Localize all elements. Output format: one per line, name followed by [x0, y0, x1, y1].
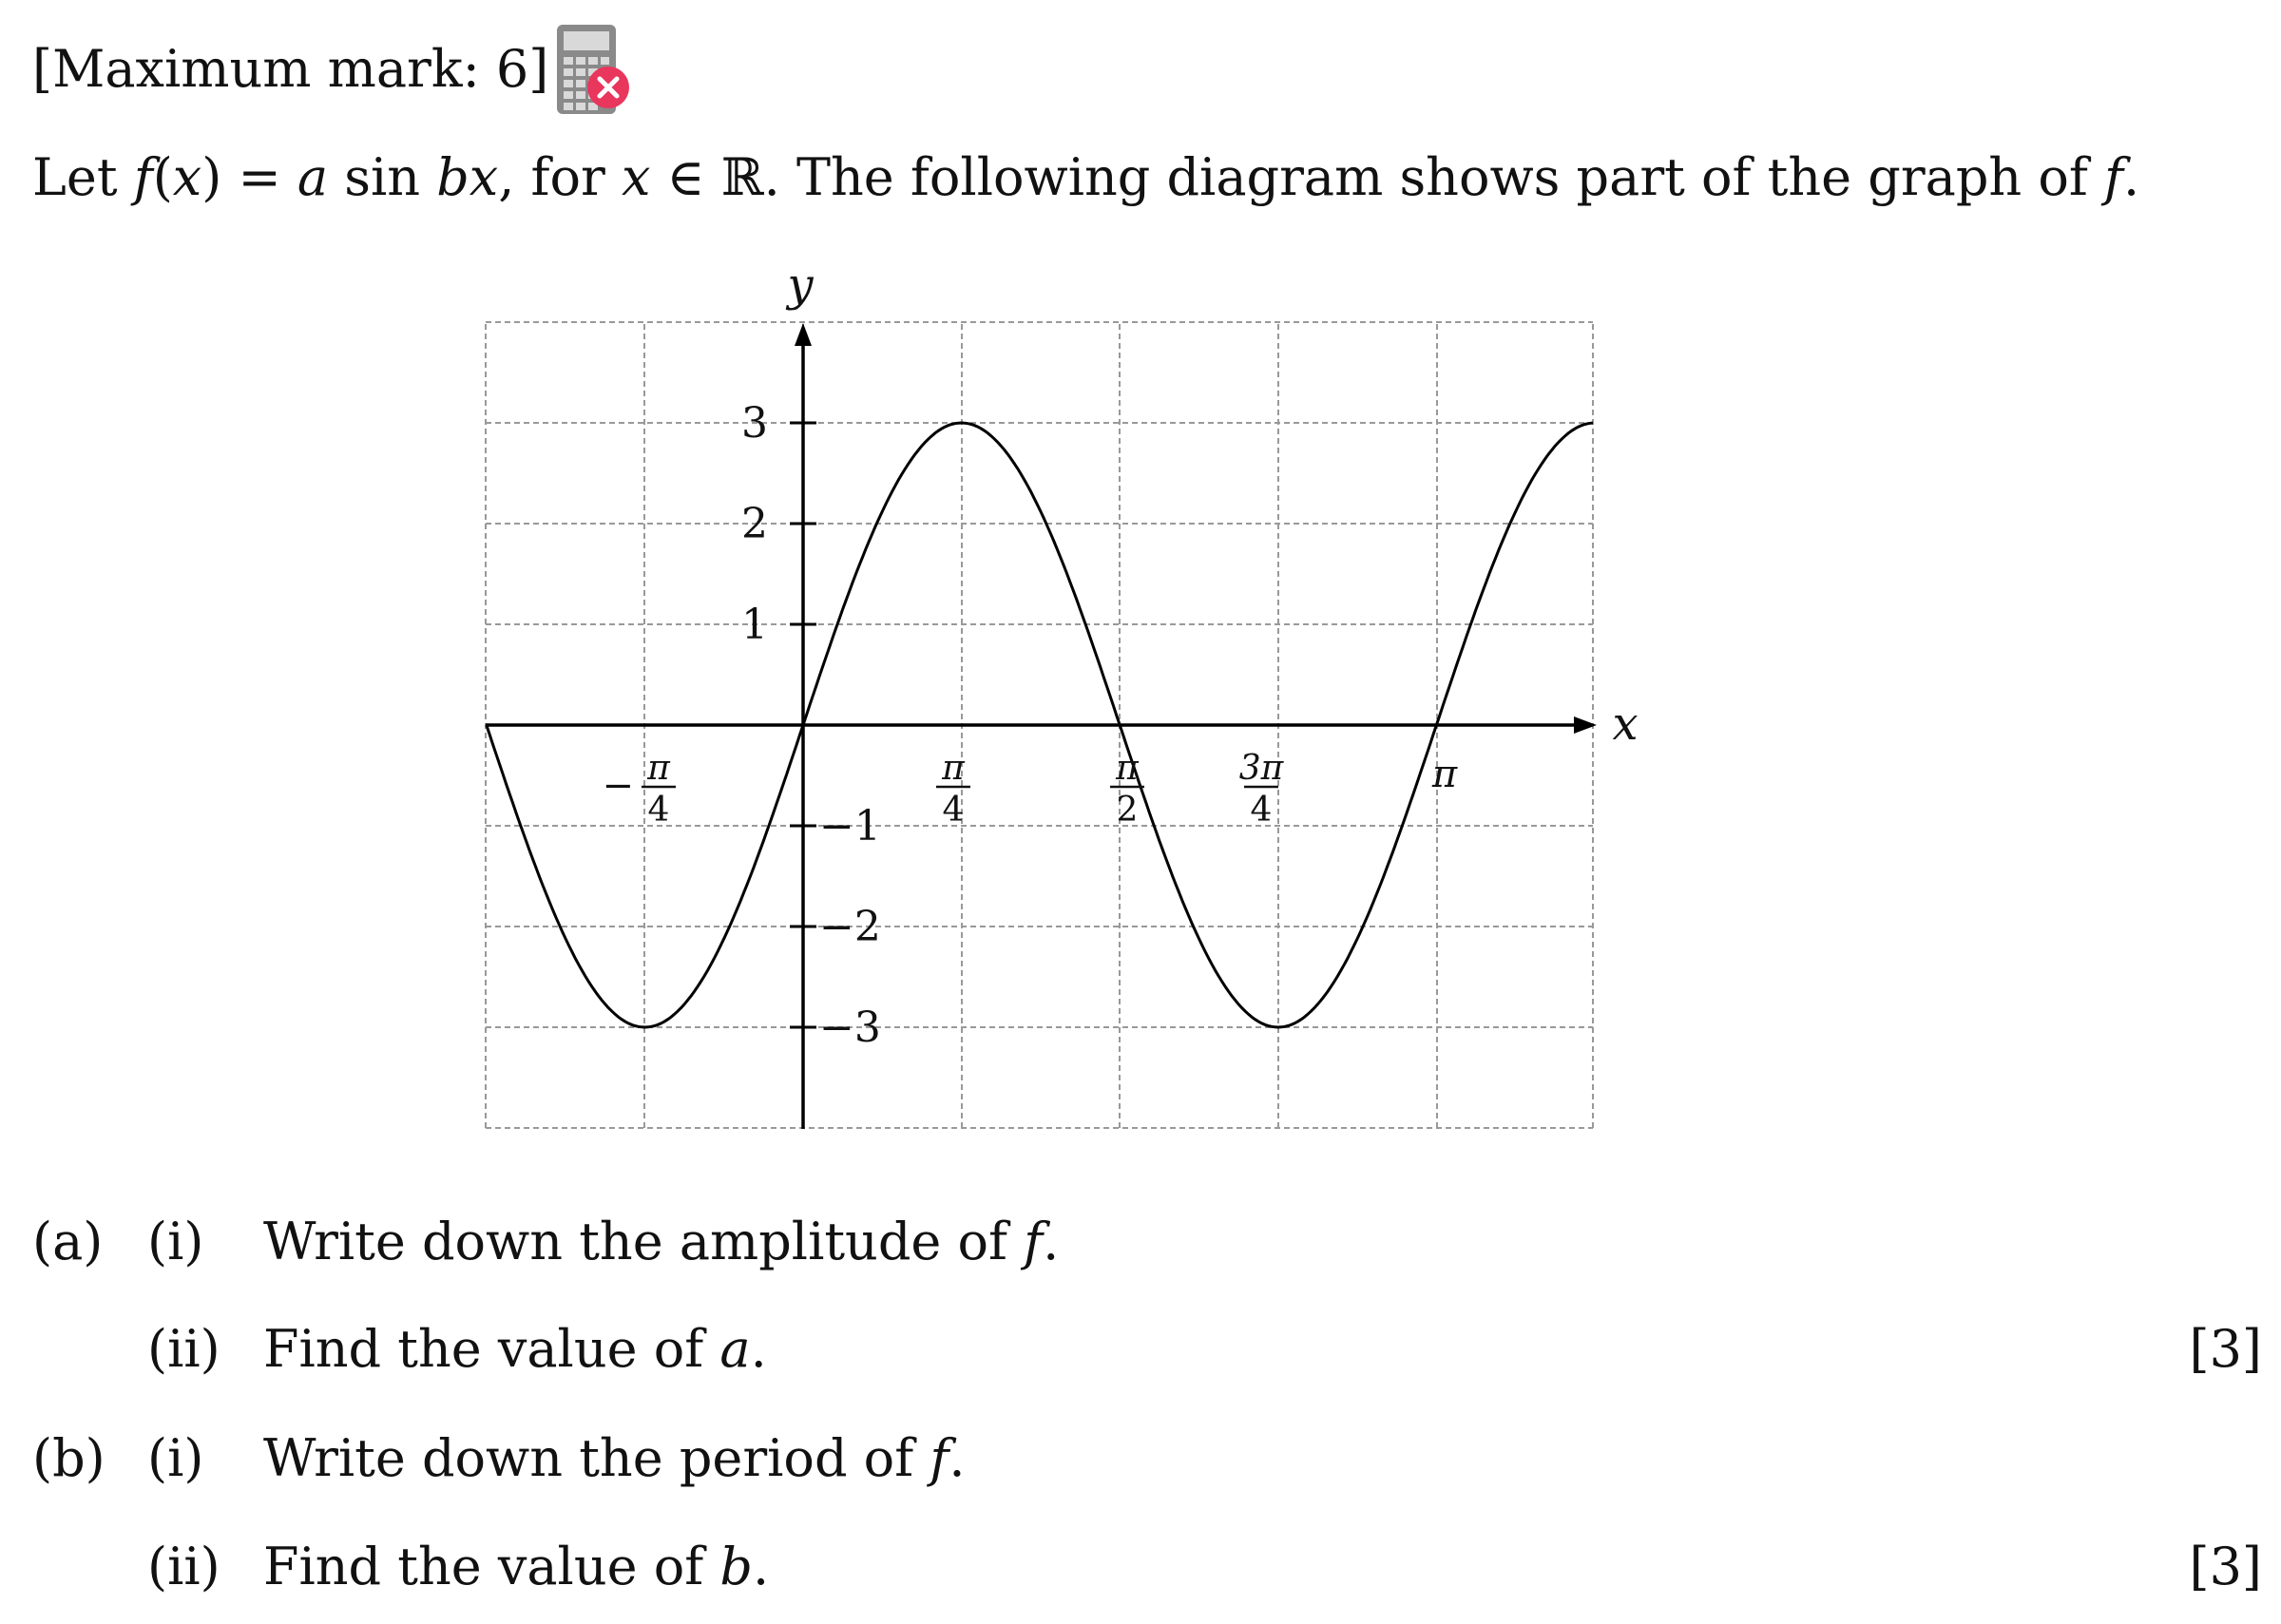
question-text: Find the value of a. [263, 1319, 767, 1379]
x-tick-den: 4 [647, 791, 670, 830]
y-tick-label: −3 [819, 1003, 881, 1052]
x-axis-label: x [1612, 697, 1639, 751]
question-marks: [3] [2189, 1319, 2262, 1379]
x-tick-num: π [1431, 753, 1458, 796]
x-tick-num: 3π [1238, 749, 1284, 788]
x-tick-label [1239, 749, 1285, 830]
x-tick-label [602, 749, 676, 830]
question-text: Write down the amplitude of f. [263, 1212, 1060, 1271]
question-text: Write down the period of f. [263, 1428, 966, 1488]
x-tick-den: 2 [1116, 791, 1139, 830]
axes [486, 323, 1597, 1129]
question-sub-label: (i) [147, 1428, 204, 1488]
y-axis-label: y [787, 258, 814, 312]
question-marks: [3] [2189, 1537, 2262, 1596]
intro-text: Let f(x) = a sin bx, for x ∈ ℝ. The following diagram shows part of the graph of f. [32, 147, 2140, 207]
max-mark: [Maximum mark: 6] [32, 39, 549, 99]
question-part-label: (a) [32, 1212, 104, 1271]
x-tick-den: 4 [1250, 791, 1273, 830]
question-part-label: (b) [32, 1428, 105, 1488]
y-tick-label: 1 [741, 601, 768, 649]
y-axis-arrow [795, 323, 812, 346]
y-tick-label: −2 [819, 903, 881, 951]
x-tick-num: π [942, 749, 965, 788]
y-tick-label: 2 [741, 500, 768, 548]
x-tick-num: π [647, 749, 670, 788]
x-tick-label [1431, 753, 1458, 796]
y-tick-label: 3 [741, 399, 768, 448]
y-tick-label: −1 [819, 802, 881, 850]
x-tick-den: 4 [942, 791, 965, 830]
question-sub-label: (ii) [147, 1537, 220, 1596]
x-tick-num: π [1116, 749, 1139, 788]
question-text: Find the value of b. [263, 1537, 770, 1596]
x-tick-label [936, 749, 970, 830]
x-tick-sign: − [602, 764, 634, 808]
question-sub-label: (ii) [147, 1319, 220, 1379]
x-tick-label [1110, 749, 1144, 830]
question-sub-label: (i) [147, 1212, 204, 1271]
